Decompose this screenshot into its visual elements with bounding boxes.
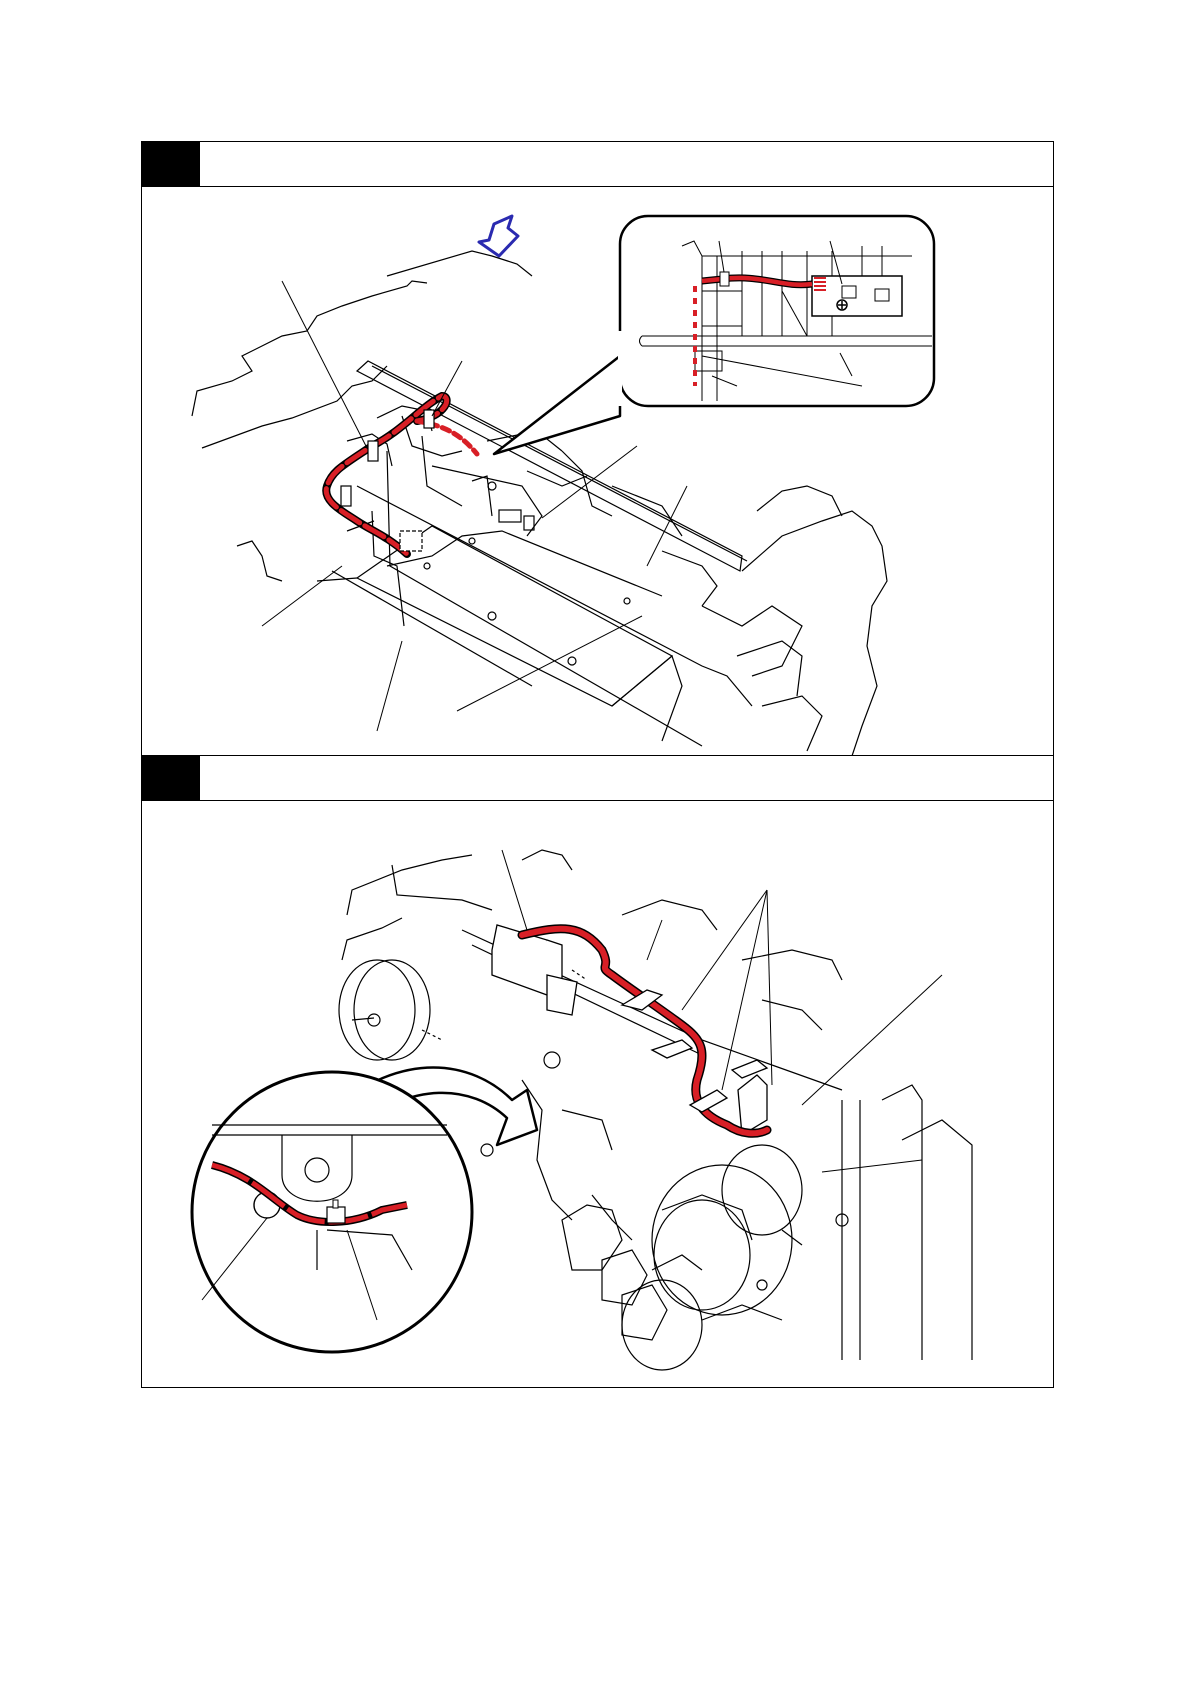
harness-clamp — [327, 1207, 345, 1223]
step-header-1 — [142, 142, 1053, 187]
step-illustration-2 — [142, 800, 1053, 1387]
harness-connector — [400, 531, 422, 551]
direction-arrow-icon — [479, 216, 518, 256]
harness-routing-diagram-top — [142, 186, 1052, 756]
step-panel-2 — [141, 755, 1054, 1388]
step-illustration-1 — [142, 186, 1053, 757]
harness-routing-diagram-bottom — [142, 800, 1052, 1386]
screw-plus-icon — [837, 300, 847, 310]
harness-clamp — [424, 410, 434, 428]
harness-clamp — [652, 1040, 692, 1058]
harness-clamp — [368, 441, 378, 461]
step-panel-1 — [141, 141, 1054, 758]
detail-callout — [494, 216, 934, 454]
harness-clamp — [341, 486, 351, 506]
step-header-2 — [142, 756, 1053, 801]
step-number-tab-2 — [142, 756, 200, 800]
step-number-tab-1 — [142, 142, 200, 186]
detail-magnifier — [192, 1072, 472, 1352]
harness-clamp — [732, 1060, 767, 1078]
